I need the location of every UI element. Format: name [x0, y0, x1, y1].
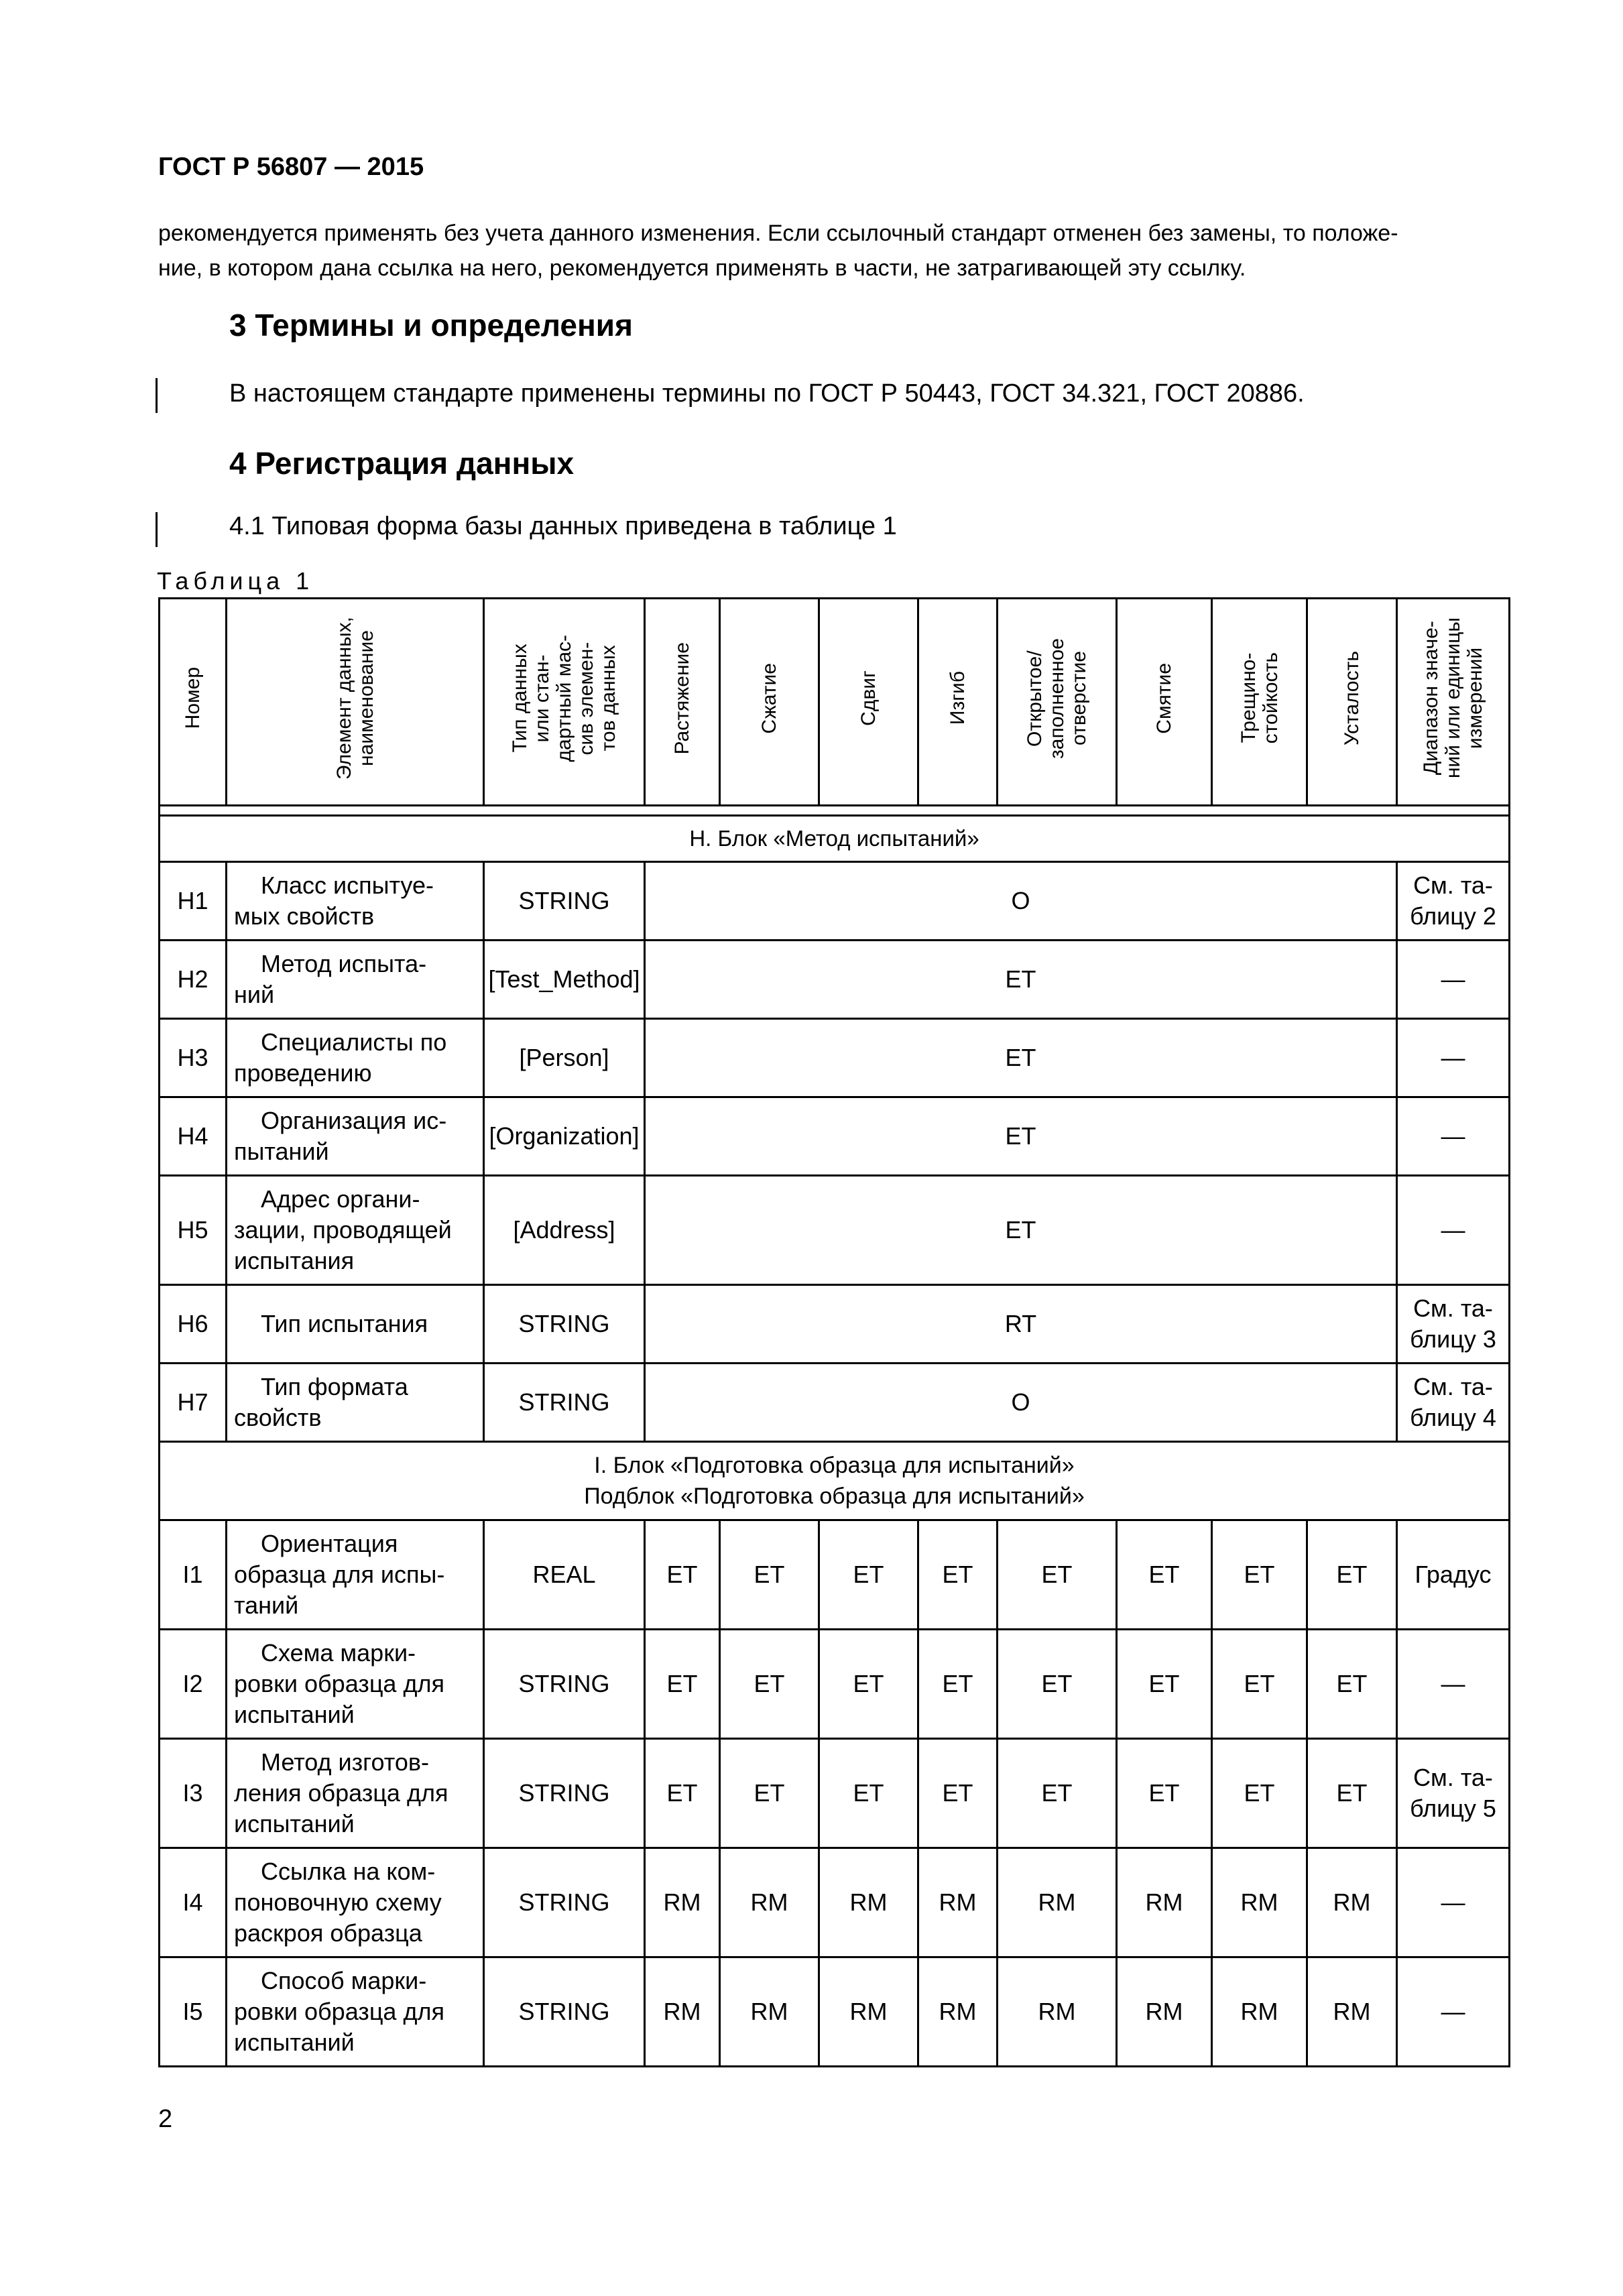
value-cell: RM	[1117, 1848, 1212, 1957]
requirement-value: ET	[645, 1097, 1397, 1176]
table-row	[160, 1520, 1510, 1630]
range-units: —	[1397, 1019, 1510, 1097]
row-number: Н4	[160, 1097, 227, 1176]
intro-line: рекомендуется применять без учета данного изменения. Если ссылочный стандарт отменен без замены, то положе-	[158, 221, 1398, 246]
requirement-value: ET	[645, 941, 1397, 1019]
value-cell: ET	[1212, 1630, 1307, 1739]
value-cell: RM	[645, 1957, 720, 2067]
data-type: STRING	[484, 1739, 645, 1848]
document-header: ГОСТ Р 56807 — 2015	[158, 153, 424, 181]
header-cell: Элемент данных, наименование	[227, 599, 484, 806]
data-type: STRING	[484, 862, 645, 941]
value-cell: ET	[1117, 1520, 1212, 1630]
data-type: STRING	[484, 1630, 645, 1739]
value-cell: RM	[998, 1848, 1117, 1957]
value-cell: RM	[1212, 1848, 1307, 1957]
requirement-value: ET	[645, 1019, 1397, 1097]
value-cell: ET	[1212, 1739, 1307, 1848]
requirement-value: RT	[645, 1285, 1397, 1364]
value-cell: ET	[1117, 1630, 1212, 1739]
row-number: Н7	[160, 1364, 227, 1442]
table-row	[160, 1097, 1510, 1176]
table-row	[160, 941, 1510, 1019]
row-number: Н5	[160, 1176, 227, 1285]
row-number: I5	[160, 1957, 227, 2067]
range-units: —	[1397, 1097, 1510, 1176]
header-cell: Усталость	[1307, 599, 1397, 806]
value-cell: ET	[918, 1520, 998, 1630]
data-type: STRING	[484, 1848, 645, 1957]
block-heading: I. Блок «Подготовка образца для испытаний» Подблок «Подготовка образца для испытаний»	[160, 1442, 1510, 1520]
block-heading-row	[160, 816, 1510, 862]
range-units: Градус	[1397, 1520, 1510, 1630]
header-cell: Смятие	[1117, 599, 1212, 806]
value-cell: ET	[1117, 1739, 1212, 1848]
row-number: I1	[160, 1520, 227, 1630]
range-units: —	[1397, 1848, 1510, 1957]
range-units: —	[1397, 1630, 1510, 1739]
data-type: REAL	[484, 1520, 645, 1630]
value-cell: RM	[998, 1957, 1117, 2067]
row-number: Н2	[160, 941, 227, 1019]
table-spacer-row	[160, 806, 1510, 816]
header-cell: Растяжение	[645, 599, 720, 806]
block-heading-row	[160, 1442, 1510, 1520]
table-row	[160, 1957, 1510, 2067]
range-units: —	[1397, 941, 1510, 1019]
table-row	[160, 1630, 1510, 1739]
value-cell: ET	[1307, 1630, 1397, 1739]
data-type: STRING	[484, 1285, 645, 1364]
value-cell: ET	[645, 1520, 720, 1630]
range-units: См. та- блицу 3	[1397, 1285, 1510, 1364]
header-cell: Трещино- стойкость	[1212, 599, 1307, 806]
value-cell: ET	[645, 1630, 720, 1739]
value-cell: ET	[1307, 1739, 1397, 1848]
value-cell: ET	[819, 1520, 918, 1630]
element-name: Метод испыта- ний	[227, 941, 484, 1019]
element-name: Адрес органи- зации, проводящей испытания	[227, 1176, 484, 1285]
value-cell: ET	[998, 1739, 1117, 1848]
value-cell: RM	[1212, 1957, 1307, 2067]
value-cell: RM	[819, 1848, 918, 1957]
header-cell: Диапазон значе- ний или единицы измерений	[1397, 599, 1510, 806]
change-bar	[156, 512, 158, 547]
table-row	[160, 1019, 1510, 1097]
data-type: STRING	[484, 1957, 645, 2067]
intro-paragraph	[158, 216, 1492, 286]
range-units: См. та- блицу 5	[1397, 1739, 1510, 1848]
header-cell: Изгиб	[918, 599, 998, 806]
value-cell: RM	[918, 1848, 998, 1957]
value-cell: RM	[645, 1848, 720, 1957]
table-row	[160, 1285, 1510, 1364]
table-row	[160, 1848, 1510, 1957]
element-name: Ссылка на ком- поновочную схему раскроя образца	[227, 1848, 484, 1957]
element-name: Тип формата свойств	[227, 1364, 484, 1442]
section-4-title: 4 Регистрация данных	[229, 446, 575, 481]
data-type: [Address]	[484, 1176, 645, 1285]
element-name: Организация ис- пытаний	[227, 1097, 484, 1176]
table-row	[160, 1176, 1510, 1285]
value-cell: ET	[918, 1739, 998, 1848]
value-cell: RM	[720, 1848, 819, 1957]
value-cell: RM	[1307, 1848, 1397, 1957]
row-number: I4	[160, 1848, 227, 1957]
element-name: Ориентация образца для испы- таний	[227, 1520, 484, 1630]
intro-line: ние, в котором дана ссылка на него, рекомендуется применять в части, не затрагивающей эту ссылку.	[158, 255, 1246, 281]
value-cell: ET	[1212, 1520, 1307, 1630]
value-cell: RM	[1307, 1957, 1397, 2067]
data-type: STRING	[484, 1364, 645, 1442]
section-3-text: В настоящем стандарте применены термины по ГОСТ Р 50443, ГОСТ 34.321, ГОСТ 20886.	[229, 379, 1305, 408]
row-number: I2	[160, 1630, 227, 1739]
value-cell: RM	[1117, 1957, 1212, 2067]
table-row	[160, 1364, 1510, 1442]
data-table	[158, 597, 1510, 2067]
table-header-row	[160, 599, 1510, 806]
element-name: Схема марки- ровки образца для испытаний	[227, 1630, 484, 1739]
data-type: [Person]	[484, 1019, 645, 1097]
range-units: См. та- блицу 2	[1397, 862, 1510, 941]
header-cell: Тип данных или стан- дартный мас- сив элемен- тов данных	[484, 599, 645, 806]
element-name: Способ марки- ровки образца для испытаний	[227, 1957, 484, 2067]
range-units: —	[1397, 1957, 1510, 2067]
element-name: Класс испытуе- мых свойств	[227, 862, 484, 941]
value-cell: ET	[720, 1739, 819, 1848]
row-number: Н3	[160, 1019, 227, 1097]
range-units: См. та- блицу 4	[1397, 1364, 1510, 1442]
header-cell: Сдвиг	[819, 599, 918, 806]
section-4-text: 4.1 Типовая форма базы данных приведена в таблице 1	[229, 512, 897, 540]
value-cell: RM	[819, 1957, 918, 2067]
element-name: Специалисты по проведению	[227, 1019, 484, 1097]
value-cell: ET	[720, 1520, 819, 1630]
value-cell: ET	[1307, 1520, 1397, 1630]
table-row	[160, 862, 1510, 941]
range-units: —	[1397, 1176, 1510, 1285]
block-heading: Н. Блок «Метод испытаний»	[160, 816, 1510, 862]
spacer-cell	[160, 806, 1510, 816]
value-cell: ET	[918, 1630, 998, 1739]
data-type: [Organization]	[484, 1097, 645, 1176]
element-name: Метод изготов- ления образца для испытаний	[227, 1739, 484, 1848]
value-cell: RM	[918, 1957, 998, 2067]
element-name: Тип испытания	[227, 1285, 484, 1364]
value-cell: ET	[819, 1739, 918, 1848]
row-number: I3	[160, 1739, 227, 1848]
row-number: Н6	[160, 1285, 227, 1364]
header-cell: Открытое/ заполненное отверстие	[998, 599, 1117, 806]
table-row	[160, 1739, 1510, 1848]
requirement-value: O	[645, 862, 1397, 941]
table-caption: Таблица 1	[157, 567, 314, 595]
requirement-value: O	[645, 1364, 1397, 1442]
page-number: 2	[158, 2105, 173, 2133]
value-cell: ET	[998, 1630, 1117, 1739]
header-cell: Номер	[160, 599, 227, 806]
change-bar	[156, 378, 158, 413]
data-type: [Test_Method]	[484, 941, 645, 1019]
value-cell: ET	[819, 1630, 918, 1739]
value-cell: RM	[720, 1957, 819, 2067]
value-cell: ET	[720, 1630, 819, 1739]
value-cell: ET	[645, 1739, 720, 1848]
section-3-title: 3 Термины и определения	[229, 308, 633, 343]
value-cell: ET	[998, 1520, 1117, 1630]
requirement-value: ET	[645, 1176, 1397, 1285]
header-cell: Сжатие	[720, 599, 819, 806]
row-number: Н1	[160, 862, 227, 941]
